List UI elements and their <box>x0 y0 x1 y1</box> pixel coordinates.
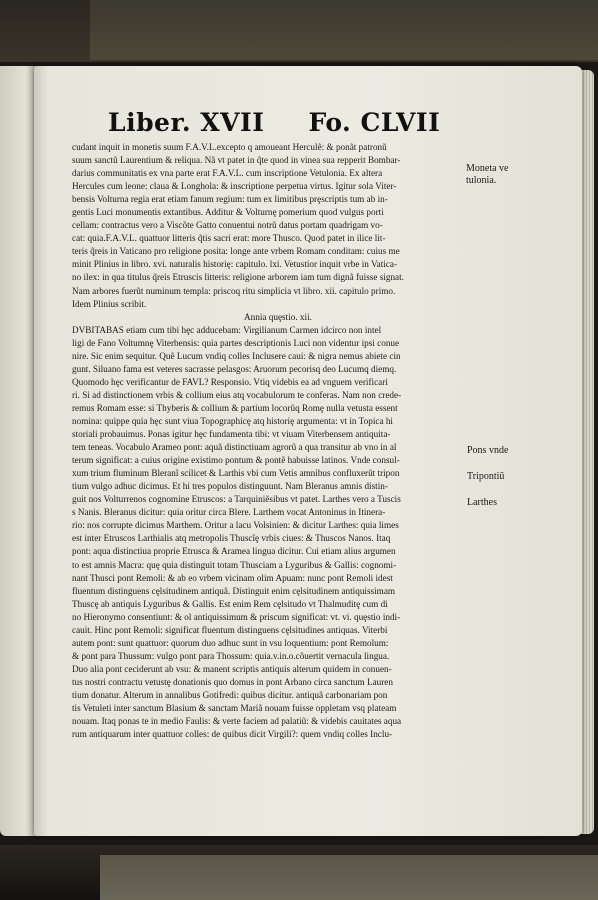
text-line: cat: quia.F.A.V.L. quattuor litteris q̃tis sacri erat: more Thusco. Quod patet in ilice lit- <box>72 233 386 244</box>
text-line: tus nostri contractu vetustȩ donationis quo domus in pont Arbano circa sanctum Lauren <box>72 676 393 687</box>
text-line: & pont para Thussum: vulgo pont para Thossum: quia.v.in.o.cõuertit vernacula lingua. <box>72 650 390 661</box>
book-number: Liber. XVII <box>108 108 265 137</box>
left-page-edge <box>0 66 36 836</box>
margin-note-moneta-line-1: Moneta ve <box>466 163 509 174</box>
text-line: gunt. Siluano fama est veteres sacrasse pelasgos: Aruorum pecorisq deo Lucumq diemq. <box>72 363 397 374</box>
margin-note-larthes: Larthes <box>467 497 497 508</box>
section-heading: Annia quȩstio. xii. <box>244 311 312 322</box>
text-line: cudant inquit in monetis suum F.A.V.L.excepto q amoueant Herculẽ: & ponãt patronũ <box>72 142 387 152</box>
text-line: Quomodo hȩc verificantur de FAVL? Responsio. Vtiq videbis ea ad vnguem verificari <box>72 376 388 387</box>
top-background-paper <box>90 0 598 60</box>
text-line: teris q̃reis in Vaticano pro religione posita: longe ante vrbem Romam conditam: cuius me <box>72 246 400 257</box>
text-line: cauit. Hinc pont Remoli: significat fluentum distinguens cȩlsitudines antiquas. Viterbi <box>72 624 388 635</box>
text-line: Hercules cum leone: claua & Longhola: & inscriptione perpetua virtus. Igitur sola Viter- <box>72 181 397 192</box>
text-line: nant Thusci pont Remoli: & ab eo vrbem vicinam olim Apuam: nunc pont Remoli idest <box>72 572 393 583</box>
text-line: DVBITABAS etiam cum tibi hȩc adducebam: Virgilianum Carmen idcirco non intel <box>72 324 382 335</box>
paragraph-1 <box>72 141 464 311</box>
text-line: ri. Si ad distinctionem vrbis & collium eius atq vocabulorum te conferas. Nam non crede- <box>72 389 402 400</box>
text-line: Thuscȩ ab antiquis Lyguribus & Gallis. Est enim Rem cȩlsitudo vt Thalmuditȩ cum di <box>72 598 388 609</box>
text-line: gentis Luci monumentis extantibus. Additur & Volturnȩ pomerium quod vulgus porti <box>72 207 384 218</box>
text-line: cellam: contractus vero a Viscõte Gatto conuentui notrũ datus portam quadrigam vo- <box>72 220 383 231</box>
text-line: tium vulgo adhuc dicimus. Et hi tres populos distinguunt. Nam Bleranus amnis distin- <box>72 481 388 492</box>
text-line: nomina: quippe quia hȩc sunt viua Topographicȩ atq historiȩ argumenta: vt in Topica hi <box>72 415 393 426</box>
text-line: suum sanctũ Laurentium & reliqua. Nã vt patet in q̃te quod in vinea sua repperit Bombar- <box>72 155 401 166</box>
text-line: rum antiquarum inter quattuor colles: de quibus dicit Virgili?: quem vndiq colles Inclu- <box>72 729 393 740</box>
text-line: ligi de Fano Voltumnȩ Viterbensis: quia partes descriptionis Luci non videntur ipsi conue <box>72 337 400 348</box>
text-line: autem pont: sunt quattuor: quorum duo adhuc sunt in vsu loquentium: pont Remolum: <box>72 637 389 648</box>
margin-note-pons: Pons vnde <box>467 445 509 456</box>
text-line: Nam arbores fuerũt numinum templa: priscoq ritu simplicia vt libro. xii. capitulo primo. <box>72 285 396 296</box>
text-line: rio: nos corrupte dicimus Marthem. Oritur a lacu Volsinien: & dicitur Larthes: quia limes <box>72 520 399 531</box>
text-line: remus Romam esse: si Thyberis & collium & partium locorũq Romȩ nulla vetusta essent <box>72 402 398 413</box>
text-line: tem teneas. Vocabulo Arameo pont: aquã distinctiuam agrorũ a qua transitur ab vno in al <box>72 442 397 453</box>
text-line: minit Plinius in libro. xvi. naturalis historiȩ: capitulo. lxi. Vetustior inquit vrbe in Vatica- <box>72 259 398 270</box>
text-line: nire. Sic enim sequitur. Quẽ Lucum vndiq colles Inclusere caui: & nigra nemus abiete cin <box>72 350 401 361</box>
text-line: xum trium fluminum Bleranĩ scilicet & Larthis vbi cum Vetis amnibus confluxerũt tripon <box>72 468 400 479</box>
page-header <box>108 108 440 137</box>
margin-note-moneta-line-2: tulonia. <box>466 175 497 186</box>
text-line: guit nos Volturrenos cognomine Etruscos: a Tarquiniẽsibus vt patet. Larthes vero a Tuscis <box>72 494 401 505</box>
folio-number: Fo. CLVII <box>308 108 441 137</box>
margin-note-tripontium: Tripontiũ <box>467 471 505 482</box>
text-line: terum significat: a cuius origine existimo pontum & pontẽ habuisse latinos. Vnde consul- <box>72 455 400 466</box>
text-line: Duo alia pont ceciderunt ab vsu: & manent scriptis antiquis alterum quidem in conuen- <box>72 663 392 674</box>
text-line: tis Vetuleti inter sanctum Blasium & sanctam Mariã nouam fuisse oppletam vsq plateam <box>72 703 397 714</box>
text-line: fluentum distinguens cȩlsitudinem antiquã. Distinguit enim cȩlsitudinem antiquissimam <box>72 585 396 596</box>
text-line: Idem Plinius scribit. <box>72 298 147 309</box>
text-line: nouam. Itaq ponas te in medio Faulis: & verte faciem ad palatiũ: & videbis cauitates aqua <box>72 716 402 727</box>
text-line: est inter Etruscos Larthialis atq metropolis Thuscĩȩ vrbis ciues: & Thuscos Nanos. Itaq <box>72 533 391 544</box>
text-line: darius communitatis ex vna parte erat F.A.V.L. cum inscriptione Vetulonia. Ex altera <box>72 168 383 179</box>
main-text <box>72 141 464 741</box>
text-line: no Hieronymo consentiunt: & ol antiquissimum & priscum significat: vt. vi. quȩstio indi- <box>72 611 401 622</box>
paragraph-2 <box>72 324 464 742</box>
text-line: bensis Volturna regia erat etiam fanum regium: tum ex limitibus prȩscriptis tum ab in- <box>72 194 388 205</box>
bottom-background-paper <box>100 855 598 900</box>
text-line: no ilex: in qua titulus q̃reis Etruscis litteris: religione arborem iam tum dignã fuisse signat. <box>72 272 404 283</box>
text-line: tium donatur. Alterum in annalibus Gotifredi: quibus dicitur. antiquã carbonariam pon <box>72 689 388 700</box>
text-line: to est amnis Macra: quȩ quia distinguit totam Thusciam a Lyguribus & Gallis: cognomi- <box>72 559 397 570</box>
text-line: s Nanis. Bleranus dicitur: quia oritur circa Blere. Larthem vocat Antoninus in Itinera- <box>72 507 386 518</box>
margin-note-moneta <box>466 163 509 187</box>
text-line: storiali probauimus. Ponas igitur hȩc fundamenta tibi: vt viuam Viterbensem antiquita- <box>72 429 391 440</box>
text-line: pont: aqua distinctiua proprie Etrusca & Aramea lingua dicitur. Cui etiam alius argumen <box>72 546 396 557</box>
